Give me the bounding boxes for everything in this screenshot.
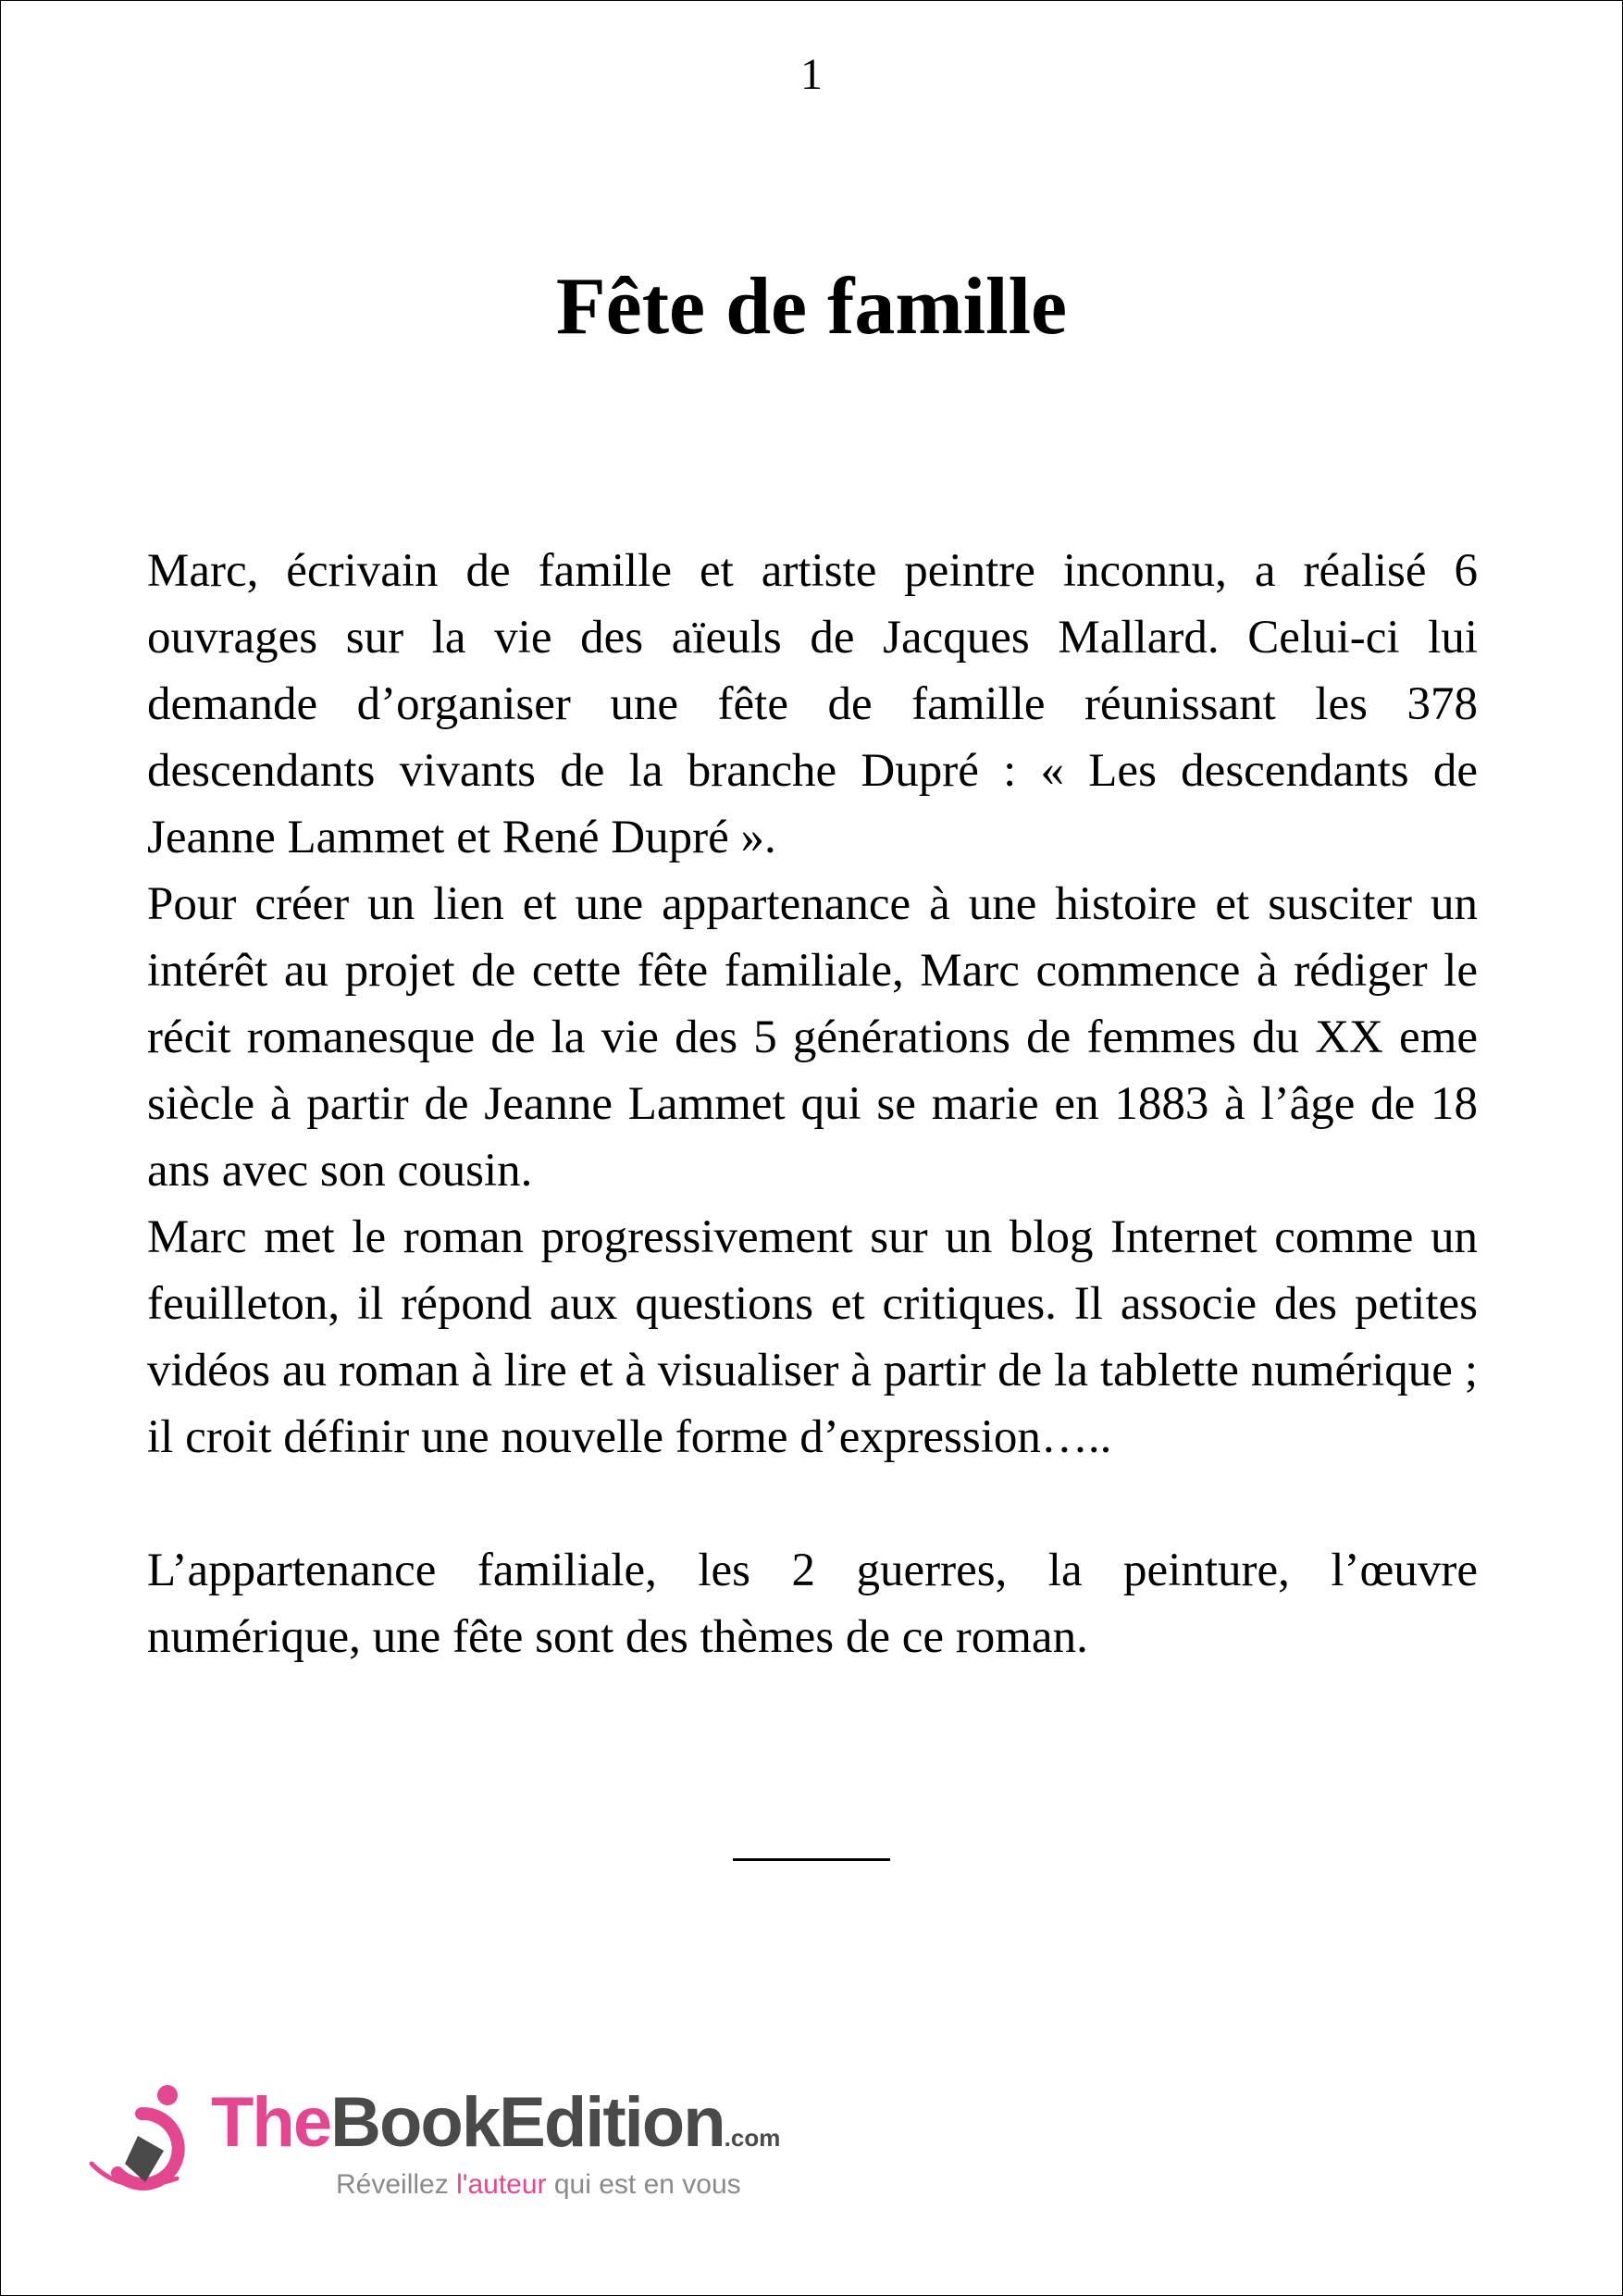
tagline-suffix: qui est en vous bbox=[546, 2169, 741, 2200]
page-title: Fête de famille bbox=[555, 262, 1068, 352]
paragraph-4: L’appartenance familiale, les 2 guerres, la peinture, l’œuvre numérique, une fête sont des thèmes de ce roman. bbox=[147, 1545, 1478, 1663]
paragraph-2: Pour créer un lien et une appartenance à une histoire et susciter un intérêt au projet de cette fête familiale, Marc commence à rédiger le récit romanesque de la vie des 5 générations de femmes du XX eme siècle à partir de Jeanne Lammet qui se marie en 1883 à l’âge de 18 ans avec son cousin. bbox=[147, 878, 1478, 1197]
logo-domain: .com bbox=[724, 2124, 781, 2152]
paragraph-1: Marc, écrivain de famille et artiste peintre inconnu, a réalisé 6 ouvrages sur la vie des aïeuls de Jacques Mallard. Celui-ci lui demande d’organiser une fête de famille réunissant les 378 descendants vivants de la branche Dupré : « Les descendants de Jeanne Lammet et René Dupré ». bbox=[147, 545, 1478, 863]
publisher-logo bbox=[86, 2079, 845, 2217]
page-number: 1 bbox=[800, 50, 823, 99]
person-swirl-icon bbox=[86, 2079, 206, 2199]
section-divider bbox=[733, 1858, 890, 1861]
logo-wordmark bbox=[211, 2083, 781, 2162]
tagline-prefix: Réveillez bbox=[336, 2169, 457, 2200]
paragraph-3: Marc met le roman progressivement sur un blog Internet comme un feuilleton, il répond aux questions et critiques. Il associe des petites vidéos au roman à lire et à visualiser à partir de la tablette numérique ; il croit définir une nouvelle forme d’expression….. bbox=[147, 1211, 1478, 1463]
logo-word-the: The bbox=[211, 2083, 331, 2162]
logo-tagline bbox=[336, 2171, 741, 2199]
tagline-highlight: l'auteur bbox=[456, 2169, 547, 2200]
body-text bbox=[147, 538, 1478, 1670]
logo-word-bookedition: BookEdition bbox=[330, 2083, 725, 2162]
